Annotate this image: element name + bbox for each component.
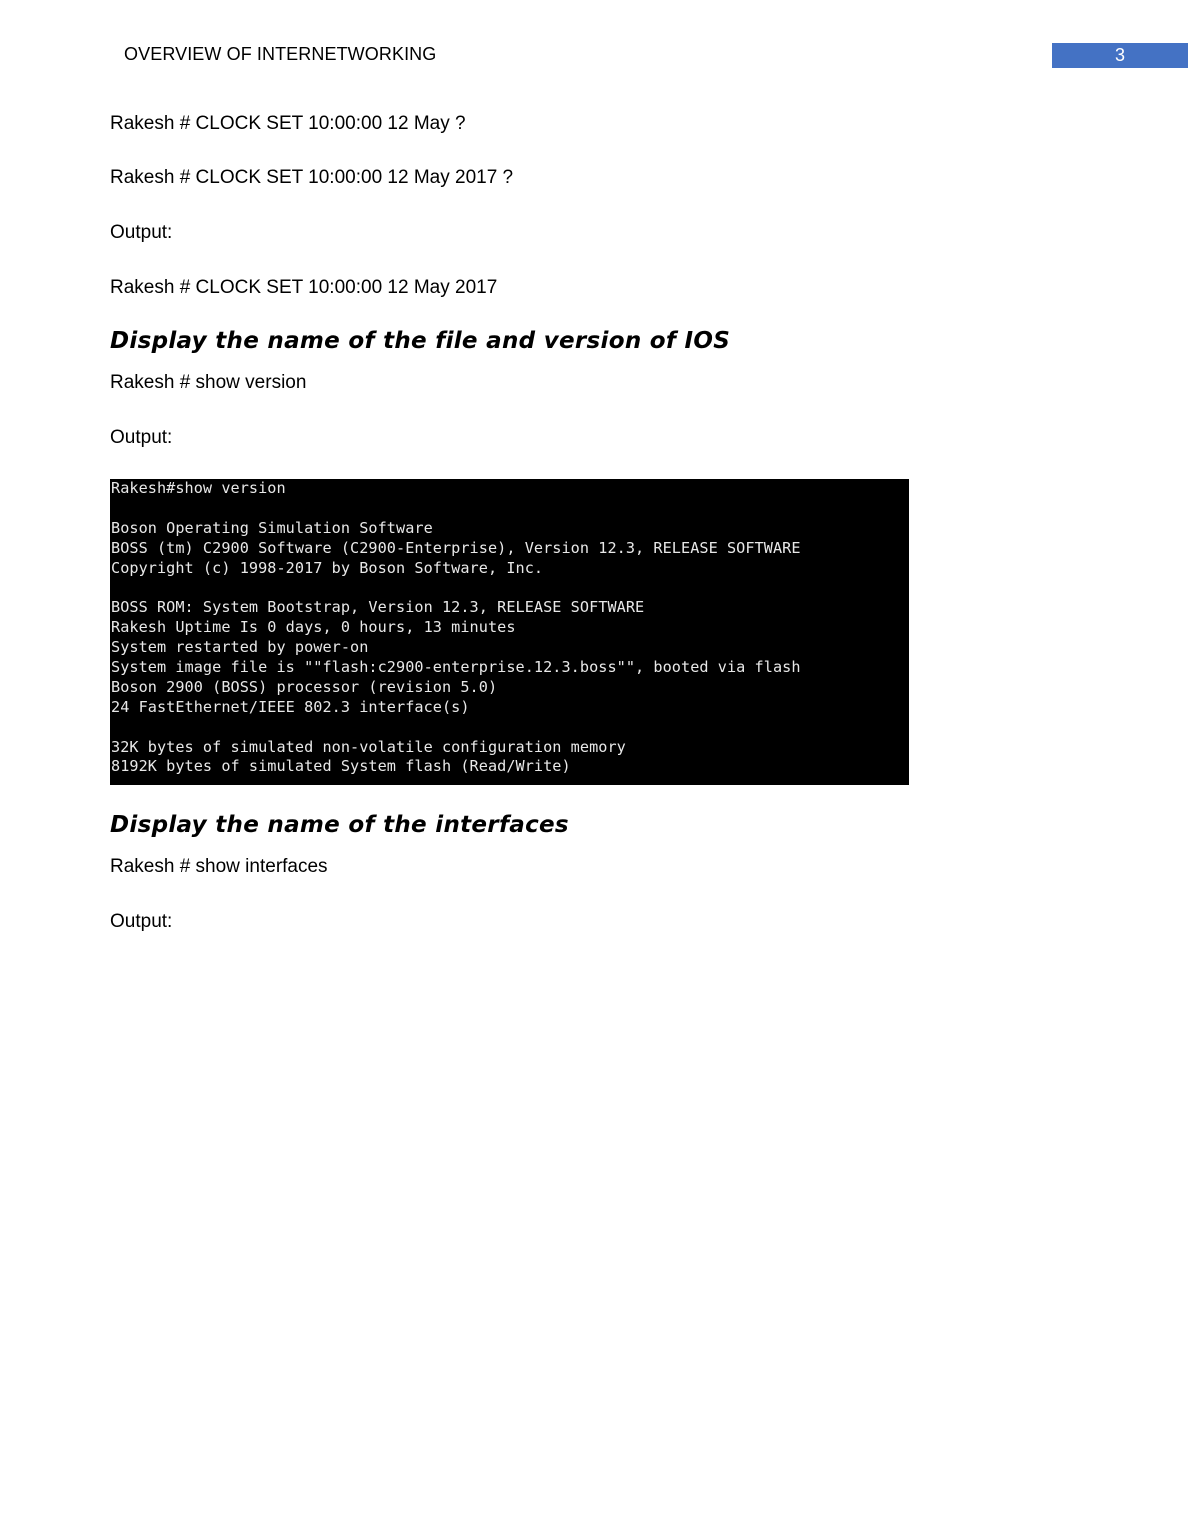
- terminal-line: 24 FastEthernet/IEEE 802.3 interface(s): [111, 697, 470, 716]
- terminal-line: Rakesh#show version: [111, 479, 286, 497]
- terminal-line: Copyright (c) 1998-2017 by Boson Software, Inc.: [111, 558, 544, 577]
- output-label: Output:: [110, 222, 173, 243]
- show-interfaces-command: Rakesh # show interfaces: [110, 856, 328, 877]
- terminal-line: Boson Operating Simulation Software: [111, 518, 433, 537]
- terminal-line: 8192K bytes of simulated System flash (Read/Write): [111, 757, 571, 776]
- terminal-line: System image file is ""flash:c2900-enterprise.12.3.boss"", booted via flash: [111, 658, 801, 677]
- section-heading-interfaces: Display the name of the interfaces: [110, 812, 569, 838]
- terminal-line: BOSS ROM: System Bootstrap, Version 12.3, RELEASE SOFTWARE: [111, 598, 645, 617]
- terminal-line: System restarted by power-on: [111, 638, 369, 657]
- terminal-line: [111, 718, 909, 738]
- terminal-line: Rakesh Uptime Is 0 days, 0 hours, 13 minutes: [111, 618, 516, 637]
- terminal-line: [111, 578, 909, 598]
- output-label: Output:: [110, 911, 173, 932]
- section-heading-ios-version: Display the name of the file and version of IOS: [110, 328, 731, 354]
- output-label: Output:: [110, 427, 173, 448]
- terminal-line: Boson 2900 (BOSS) processor (revision 5.0): [111, 677, 498, 696]
- clock-set-query-2: Rakesh # CLOCK SET 10:00:00 12 May 2017 ?: [110, 167, 514, 188]
- clock-set-command: Rakesh # CLOCK SET 10:00:00 12 May 2017: [110, 277, 498, 298]
- terminal-line: 32K bytes of simulated non-volatile configuration memory: [111, 737, 626, 756]
- terminal-line: [111, 499, 909, 519]
- show-version-command: Rakesh # show version: [110, 372, 307, 393]
- clock-set-query-1: Rakesh # CLOCK SET 10:00:00 12 May ?: [110, 113, 466, 134]
- running-header: OVERVIEW OF INTERNETWORKING: [124, 44, 437, 64]
- terminal-screenshot: [110, 479, 909, 785]
- page-number-text: 3: [1114, 45, 1125, 65]
- page-number: [1052, 43, 1188, 68]
- terminal-line: BOSS (tm) C2900 Software (C2900-Enterprise), Version 12.3, RELEASE SOFTWARE: [111, 538, 801, 557]
